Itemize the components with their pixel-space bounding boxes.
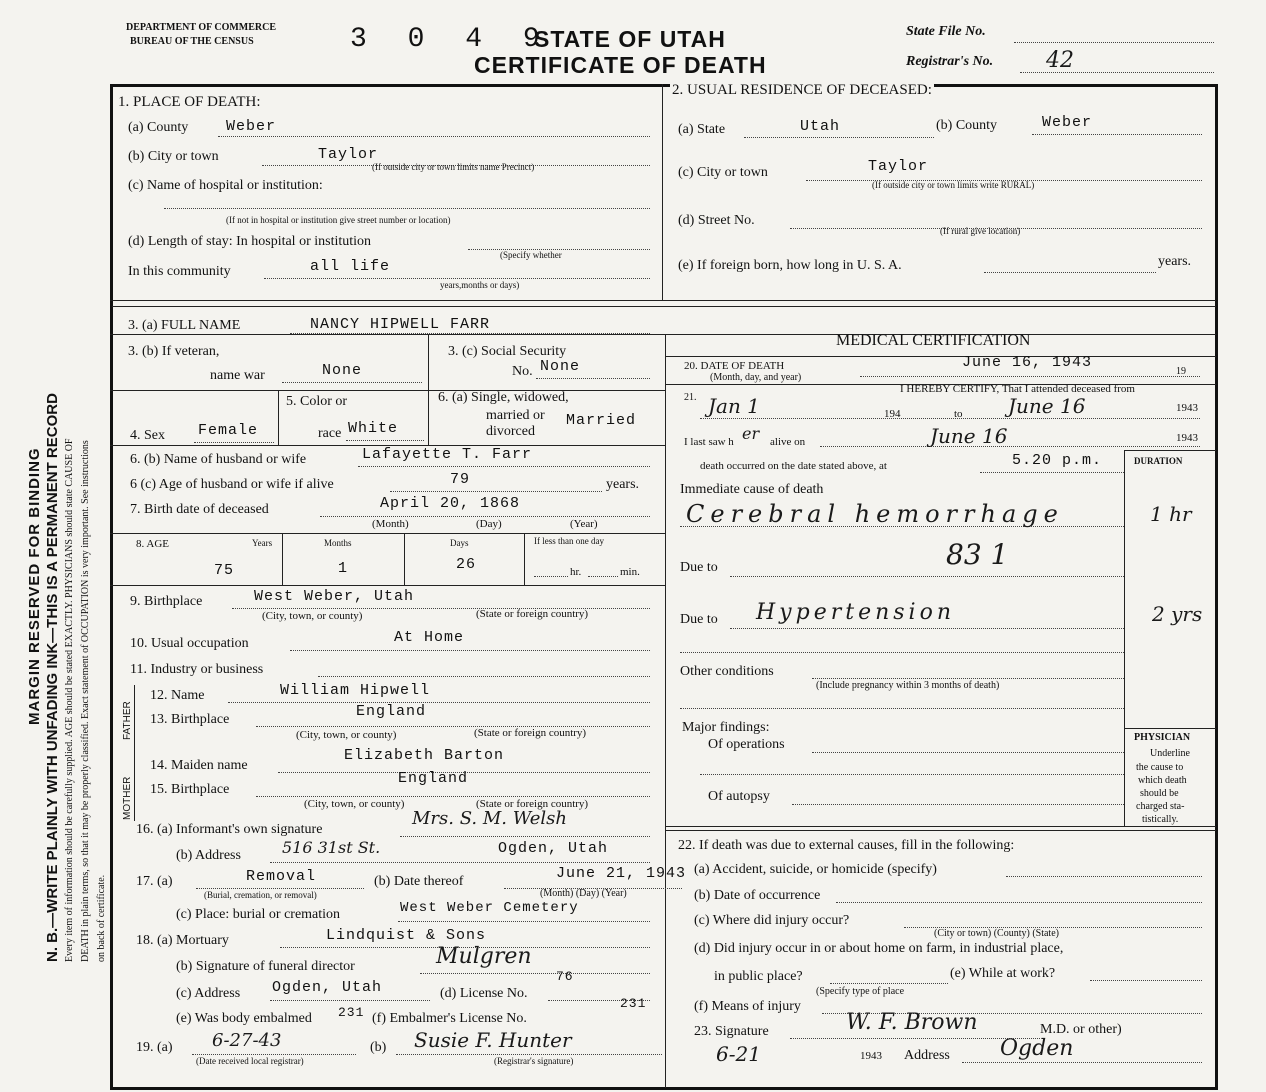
margin-ink-note: N. B.—WRITE PLAINLY WITH UNFADING INK—THIS IS A PERMANENT RECORD [44,393,61,962]
mother-state-note: (State or foreign country) [476,798,589,810]
occupation: At Home [394,629,465,646]
birth-year-note: (Year) [570,518,598,530]
res-state: Utah [800,118,841,135]
director-sig-label: (b) Signature of funeral director [176,959,355,974]
external-c-label: (c) Where did injury occur? [694,913,850,928]
filed-note: (Date received local registrar) [196,1056,304,1066]
age-days: 26 [456,556,477,573]
margin-instructions-3: on back of certificate. [96,874,107,962]
external-e-label: (e) While at work? [950,966,1056,981]
director-signature: Mulgren [436,944,532,969]
physician-address: Ogden [1000,1036,1074,1061]
age-years: 75 [214,562,235,579]
father-state-note: (State or foreign country) [474,727,587,739]
major-findings-label: Major findings: [682,720,770,735]
ss-label: 3. (c) Social Security [448,344,567,359]
father-birthplace-label: 13. Birthplace [150,712,230,727]
registrar-sig-label: (b) [370,1040,387,1055]
res-city-label: (c) City or town [678,165,768,180]
res-city-note: (If outside city or town limits write RURAL) [872,180,1035,190]
address-label: Address [904,1048,950,1063]
ss-no-label: No. [512,364,533,379]
dept-label: DEPARTMENT OF COMMERCE [126,22,277,33]
mother-birthplace: England [398,770,469,787]
burial-place: West Weber Cemetery [400,900,579,916]
pod-ymd-note: years,months or days) [440,280,520,290]
external-heading: 22. If death was due to external causes, fill in the following: [678,838,1015,853]
informant-address-label: (b) Address [176,848,241,863]
other-conditions-note: (Include pregnancy within 3 months of death) [816,680,1000,691]
burial-note: (Burial, cremation, or removal) [204,890,317,900]
burial-type: Removal [246,868,317,885]
age-label: 8. AGE [136,538,169,550]
race-value: White [348,420,399,437]
occupation-label: 10. Usual occupation [130,636,249,651]
embalmed-label: (e) Was body embalmed [176,1011,312,1026]
veteran-label: 3. (b) If veteran, [128,344,220,359]
signature-year: 1943 [860,1050,882,1062]
age-hr-label: hr. [570,566,582,578]
attended-from: Jan 1 [708,394,760,418]
age-months-label: Months [324,538,352,548]
last-saw-date: June 16 [930,424,1008,448]
spouse-age-label: 6 (c) Age of husband or wife if alive [130,477,334,492]
cause-code: 83 1 [946,538,1009,571]
marital-label-2: married or [486,408,545,423]
mother-birthplace-label: 15. Birthplace [150,782,230,797]
physician-note-1: Underline [1150,748,1190,759]
attended-from-year: 194 [884,408,901,420]
occurred-label: death occurred on the date stated above, at [700,460,887,472]
pod-county: Weber [226,118,277,135]
embalmer-license: 231 [620,996,647,1011]
mortuary: Lindquist & Sons [326,927,487,944]
state-file-label: State File No. [906,24,986,39]
immediate-cause: Cerebral hemorrhage [686,500,1064,528]
filed-date: 6-27-43 [212,1030,282,1051]
physician-signature: W. F. Brown [846,1010,978,1035]
registrar-no-label: Registrar's No. [906,54,994,69]
spouse-age: 79 [450,471,471,488]
age-months: 1 [338,560,349,577]
res-foreign-label: (e) If foreign born, how long in U. S. A. [678,258,902,273]
pod-hospital-note: (If not in hospital or institution give street number or location) [226,215,451,225]
signature-label: 23. Signature [694,1024,769,1039]
father-name-label: 12. Name [150,688,205,703]
due-to-cause-2: Hypertension [756,600,956,625]
marital-value: Married [566,412,637,429]
physician-note-4: should be [1140,788,1179,799]
external-b-label: (b) Date of occurrence [694,888,821,903]
marital-label: 6. (a) Single, widowed, [438,390,569,405]
residence-heading: 2. USUAL RESIDENCE OF DECEASED: [672,82,932,98]
attended-to: June 16 [1008,394,1086,418]
res-street-label: (d) Street No. [678,213,755,228]
duration-label: DURATION [1134,456,1183,466]
due-to-label-2: Due to [680,612,718,627]
external-cts-note: (City or town) (County) (State) [934,928,1059,939]
industry-label: 11. Industry or business [130,662,264,677]
burial-place-label: (c) Place: burial or cremation [176,907,341,922]
due-to-duration-2: 2 yrs [1152,602,1203,626]
age-lt-day-label: If less than one day [534,536,604,546]
spouse-name: Lafayette T. Farr [362,446,533,463]
pod-city: Taylor [318,146,379,163]
war-value: None [322,362,363,379]
age-days-label: Days [450,538,469,548]
external-d-label: (d) Did injury occur in or about home on farm, in industrial place, [694,941,1064,956]
state-title: STATE OF UTAH [534,26,726,52]
sex-value: Female [198,422,259,439]
place-of-death-heading: 1. PLACE OF DEATH: [118,94,261,110]
item-21: 21. [684,392,697,403]
registrar-note: (Registrar's signature) [494,1056,574,1066]
external-a-label: (a) Accident, suicide, or homicide (specify) [694,862,937,877]
age-years-label: Years [252,538,273,548]
spouse-age-years: years. [606,477,640,492]
external-specify-note: (Specify type of place [816,986,905,997]
margin-instructions-1: Every item of information should be carefully supplied. AGE should be stated EXACTLY. PHYSICIANS should state CAUSE OF [64,438,75,962]
immediate-duration: 1 hr [1150,502,1192,526]
pod-specify-note: (Specify whether [500,250,562,260]
res-state-label: (a) State [678,122,726,137]
informant-city: Ogden, Utah [498,840,609,857]
embalmer-license-label: (f) Embalmer's License No. [372,1011,527,1026]
external-f-label: (f) Means of injury [694,999,801,1014]
spouse-label: 6. (b) Name of husband or wife [130,452,307,467]
operations-label: Of operations [708,737,785,752]
mother-name: Elizabeth Barton [344,747,505,764]
dod-suffix: 19 [1176,366,1186,377]
war-label: name war [210,368,265,383]
pod-community: all life [310,258,391,275]
burial-date: June 21, 1943 [556,865,687,882]
dod-label: 20. DATE OF DEATH [684,360,785,372]
physician-note-6: tistically. [1142,814,1179,825]
birth-date: April 20, 1868 [380,495,521,512]
res-county-label: (b) County [936,118,998,133]
father-name: William Hipwell [280,682,431,699]
color-label: 5. Color or [286,394,348,409]
certificate-number: 3 0 4 9 [350,24,552,55]
informant-address: 516 31st St. [282,838,381,857]
license-label: (d) License No. [440,986,528,1001]
embalmed-value: 231 [338,1005,365,1020]
father-side-label: FATHER [122,701,133,740]
certificate-title: CERTIFICATE OF DEATH [474,52,767,78]
pod-city-note: (If outside city or town limits name Precinct) [372,162,535,172]
birthplace: West Weber, Utah [254,588,415,605]
due-to-label-1: Due to [680,560,718,575]
pod-community-label: In this community [128,264,231,279]
certify-text: I HEREBY CERTIFY, That I attended deceased from [900,383,1135,395]
birth-day-note: (Day) [476,518,502,530]
mortuary-address-label: (c) Address [176,986,241,1001]
physician-note-2: the cause to [1136,762,1184,773]
age-min-label: min. [620,566,640,578]
other-conditions-label: Other conditions [680,664,774,679]
license-no: 76 [556,969,574,984]
attended-to-label: to [954,408,963,420]
pod-stay-label: (d) Length of stay: In hospital or institution [128,234,372,249]
burial-date-label: (b) Date thereof [374,874,464,889]
birth-month-note: (Month) [372,518,409,530]
medical-heading: MEDICAL CERTIFICATION [836,332,1031,349]
registrar-signature: Susie F. Hunter [414,1028,572,1052]
attended-to-year: 1943 [1176,402,1198,414]
mortuary-address: Ogden, Utah [272,979,383,996]
pod-hospital-label: (c) Name of hospital or institution: [128,178,323,193]
external-d-label-2: in public place? [714,969,803,984]
physician-label: PHYSICIAN [1134,732,1191,743]
mother-side-label: MOTHER [122,776,133,820]
bureau-label: BUREAU OF THE CENSUS [130,36,254,47]
informant-sig-label: 16. (a) Informant's own signature [136,822,323,837]
dod-note: (Month, day, and year) [710,372,802,383]
res-city: Taylor [868,158,929,175]
last-saw-year: 1943 [1176,432,1198,444]
birth-date-label: 7. Birth date of deceased [130,502,269,517]
autopsy-label: Of autopsy [708,789,770,804]
filed-label: 19. (a) [136,1040,173,1055]
full-name-label: 3. (a) FULL NAME [128,318,241,333]
res-county: Weber [1042,114,1093,131]
margin-instructions-2: DEATH in plain terms, so that it may be properly classified. Exact statement of OCCUPATION is very important. See instructions [80,440,91,962]
marital-label-3: divorced [486,424,535,439]
pod-county-label: (a) County [128,120,189,135]
birthplace-city-note: (City, town, or county) [262,610,363,622]
mother-city-note: (City, town, or county) [304,798,405,810]
sex-label: 4. Sex [130,428,165,443]
res-street-note: (If rural give location) [940,226,1021,236]
margin-binding-note: MARGIN RESERVED FOR BINDING [26,447,43,725]
immediate-cause-label: Immediate cause of death [680,482,824,497]
registrar-no-value: 42 [1046,48,1074,73]
signature-date: 6-21 [716,1042,761,1066]
time-of-death: 5.20 p.m. [1012,452,1103,469]
birthplace-label: 9. Birthplace [130,594,203,609]
last-saw-label: I last saw h [684,436,734,448]
mother-name-label: 14. Maiden name [150,758,248,773]
last-saw-pronoun: er [742,424,760,443]
mortuary-label: 18. (a) Mortuary [136,933,229,948]
race-label: race [318,426,342,441]
md-label: M.D. or other) [1040,1022,1122,1037]
pod-city-label: (b) City or town [128,149,219,164]
birthplace-state-note: (State or foreign country) [476,608,589,620]
alive-on-label: alive on [770,436,806,448]
ss-value: None [540,358,581,375]
informant-signature: Mrs. S. M. Welsh [412,808,567,829]
physician-note-5: charged sta- [1136,801,1185,812]
burial-label: 17. (a) [136,874,173,889]
physician-note-3: which death [1138,775,1187,786]
res-years-label: years. [1158,254,1192,269]
full-name: NANCY HIPWELL FARR [310,316,491,333]
father-birthplace: England [356,703,427,720]
burial-date-note: (Month) (Day) (Year) [540,888,627,899]
father-city-note: (City, town, or county) [296,729,397,741]
date-of-death: June 16, 1943 [962,354,1093,371]
